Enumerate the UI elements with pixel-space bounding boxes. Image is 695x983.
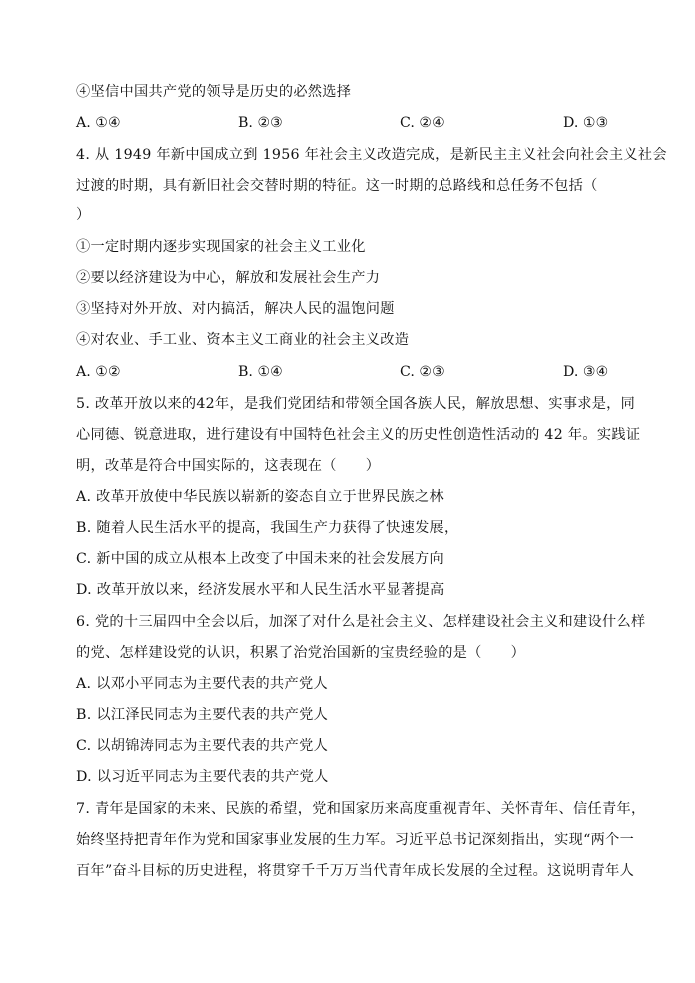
q6-option-d[interactable]: D. 以习近平同志为主要代表的共产党人 (76, 769, 329, 785)
q7-stem-line-2: 始终坚持把青年作为党和国家事业发展的生力军。习近平总书记深刻指出，实现“两个一 (76, 832, 635, 848)
q4-item-4: ④对农业、手工业、资本主义工商业的社会主义改造 (76, 332, 410, 348)
q3-option-b[interactable]: B. ②③ (238, 115, 283, 131)
q3-option-a[interactable]: A. ①④ (76, 115, 121, 131)
q4-option-c[interactable]: C. ②③ (400, 364, 445, 380)
q4-item-1: ①一定时期内逐步实现国家的社会主义工业化 (76, 239, 366, 255)
q5-option-d[interactable]: D. 改革开放以来，经济发展水平和人民生活水平显著提高 (76, 582, 445, 598)
q5-option-c[interactable]: C. 新中国的成立从根本上改变了中国未来的社会发展方向 (76, 551, 444, 567)
q3-option-d[interactable]: D. ①③ (563, 115, 609, 131)
q6-option-a[interactable]: A. 以邓小平同志为主要代表的共产党人 (76, 676, 328, 692)
q4-options (76, 362, 616, 382)
q3-item-4: ④坚信中国共产党的领导是历史的必然选择 (76, 84, 352, 100)
q5-option-a[interactable]: A. 改革开放使中华民族以崭新的姿态自立于世界民族之林 (76, 489, 444, 505)
q4-stem-line-3: ） (76, 207, 91, 223)
q7-stem-line-3: 百年”奋斗目标的历史进程，将贯穿千千万万当代青年成长发展的全过程。这说明青年人 (76, 863, 635, 879)
q4-option-b[interactable]: B. ①④ (238, 364, 283, 380)
q6-option-b[interactable]: B. 以江泽民同志为主要代表的共产党人 (76, 707, 329, 723)
q4-option-d[interactable]: D. ③④ (563, 364, 609, 380)
q5-stem-line-2: 心同德、锐意进取，进行建设有中国特色社会主义的历史性创造性活动的 42 年。实践证 (76, 427, 641, 443)
q4-item-2: ②要以经济建设为中心，解放和发展社会生产力 (76, 270, 381, 286)
q6-option-c[interactable]: C. 以胡锦涛同志为主要代表的共产党人 (76, 738, 329, 754)
q4-item-3: ③坚持对外开放、对内搞活，解决人民的温饱问题 (76, 301, 395, 317)
q5-option-b[interactable]: B. 随着人民生活水平的提高，我国生产力获得了快速发展， (76, 520, 459, 536)
q3-options (76, 113, 616, 133)
q7-stem-line-1: 7. 青年是国家的未来、民族的希望，党和国家历来高度重视青年、关怀青年、信任青年， (76, 801, 646, 817)
q5-stem-line-1: 5. 改革开放以来的42年，是我们党团结和带领全国各族人民，解放思想、实事求是，同 (76, 396, 636, 412)
q6-stem-line-1: 6. 党的十三届四中全会以后，加深了对什么是社会主义、怎样建设社会主义和建设什么样 (76, 614, 646, 630)
q3-option-c[interactable]: C. ②④ (400, 115, 445, 131)
q4-stem-line-2: 过渡的时期，具有新旧社会交替时期的特征。这一时期的总路线和总任务不包括（ (76, 178, 598, 194)
q6-stem-line-2: 的党、怎样建设党的认识，积累了治党治国新的宝贵经验的是（ ） (76, 645, 526, 661)
q5-stem-line-3: 明，改革是符合中国实际的，这表现在（ ） (76, 458, 381, 474)
q4-option-a[interactable]: A. ①② (76, 364, 121, 380)
q4-stem-line-1: 4. 从 1949 年新中国成立到 1956 年社会主义改造完成，是新民主主义社会向社会主义社会 (76, 147, 667, 163)
